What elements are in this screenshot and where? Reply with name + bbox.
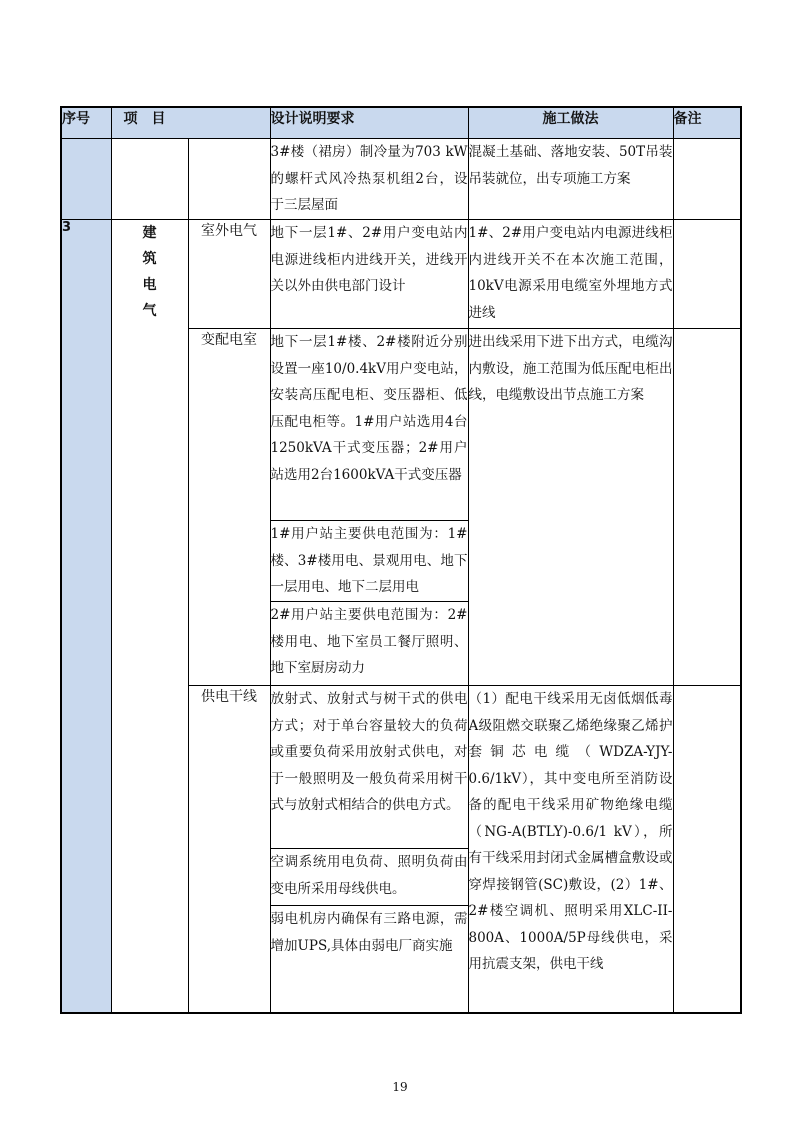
substation-design-2: 1#用户站主要供电范围为：1#楼、3#楼用电、景观用电、地下一层用电、地下二层用电	[270, 521, 468, 602]
table-row-outdoor	[61, 220, 741, 329]
header-design: 设计说明要求	[270, 107, 468, 139]
substation-remark-cell	[673, 329, 741, 686]
header-seq: 序号	[61, 107, 111, 139]
subitem-cell-empty	[188, 139, 270, 220]
table-row-chiller	[61, 139, 741, 220]
page-number: 19	[392, 1080, 408, 1094]
substation-design-3: 2#用户站主要供电范围为：2#楼用电、地下室员工餐厅照明、地下室厨房动力	[270, 602, 468, 686]
trunk-design-3: 弱电机房内确保有三路电源，需增加UPS,具体由弱电厂商实施	[270, 906, 468, 1013]
chiller-design-cell: 3#楼（裙房）制冷量为703 kW的螺杆式风冷热泵机组2台，设于三层屋面	[270, 139, 468, 220]
trunk-remark-cell	[673, 686, 741, 1013]
outdoor-remark-cell	[673, 220, 741, 329]
category-cell-empty	[111, 139, 188, 220]
section-category-cell	[111, 220, 188, 1013]
chiller-remark-cell	[673, 139, 741, 220]
chiller-construction-cell: 混凝土基础、落地安装、50T吊装吊装就位，出专项施工方案	[468, 139, 673, 220]
substation-label-cell: 变配电室	[188, 329, 270, 686]
outdoor-design-cell: 地下一层1#、2#用户变电站内电源进线柜内进线开关，进线开关以外由供电部门设计	[270, 220, 468, 329]
outdoor-label-cell: 室外电气	[188, 220, 270, 329]
seq-cell-empty	[61, 139, 111, 220]
trunk-design-2: 空调系统用电负荷、照明负荷由变电所采用母线供电。	[270, 849, 468, 906]
section-seq-cell: 3	[61, 220, 111, 1013]
header-item: 项 目	[111, 107, 270, 139]
section-category-label: 建筑电气	[142, 225, 157, 319]
spec-table	[60, 106, 742, 1014]
trunk-design-1: 放射式、放射式与树干式的供电方式；对于单台容量较大的负荷或重要负荷采用放射式供电，对于一般照明及一般负荷采用树干式与放射式相结合的供电方式。	[270, 686, 468, 849]
trunk-construction-cell: （1）配电干线采用无卤低烟低毒A级阻燃交联聚乙烯绝缘聚乙烯护套铜芯电缆（WDZA-YJY-0.6/1kV），其中变电所至消防设备的配电干线采用矿物绝缘电缆（NG-A(BTLY)-0.6/1 kV），所有干线采用封闭式金属槽盒敷设或穿焊接钢管(SC)敷设，(2）1#、2#楼空调机、照明采用XLC-II-800A、1000A/5P母线供电，采用抗震支架，供电干线	[468, 686, 673, 1013]
substation-design-1: 地下一层1#楼、2#楼附近分别设置一座10/0.4kV用户变电站，安装高压配电柜、变压器柜、低压配电柜等。1#用户站选用4台1250kVA干式变压器；2#用户站选用2台1600kVA干式变压器	[270, 329, 468, 521]
header-remark: 备注	[673, 107, 741, 139]
substation-construction-cell: 进出线采用下进下出方式，电缆沟内敷设，施工范围为低压配电柜出线，电缆敷设出节点施工方案	[468, 329, 673, 686]
header-construction: 施工做法	[468, 107, 673, 139]
outdoor-construction-cell: 1#、2#用户变电站内电源进线柜内进线开关不在本次施工范围，10kV电源采用电缆室外埋地方式进线	[468, 220, 673, 329]
trunk-label-cell: 供电干线	[188, 686, 270, 1013]
header-row	[61, 107, 741, 139]
